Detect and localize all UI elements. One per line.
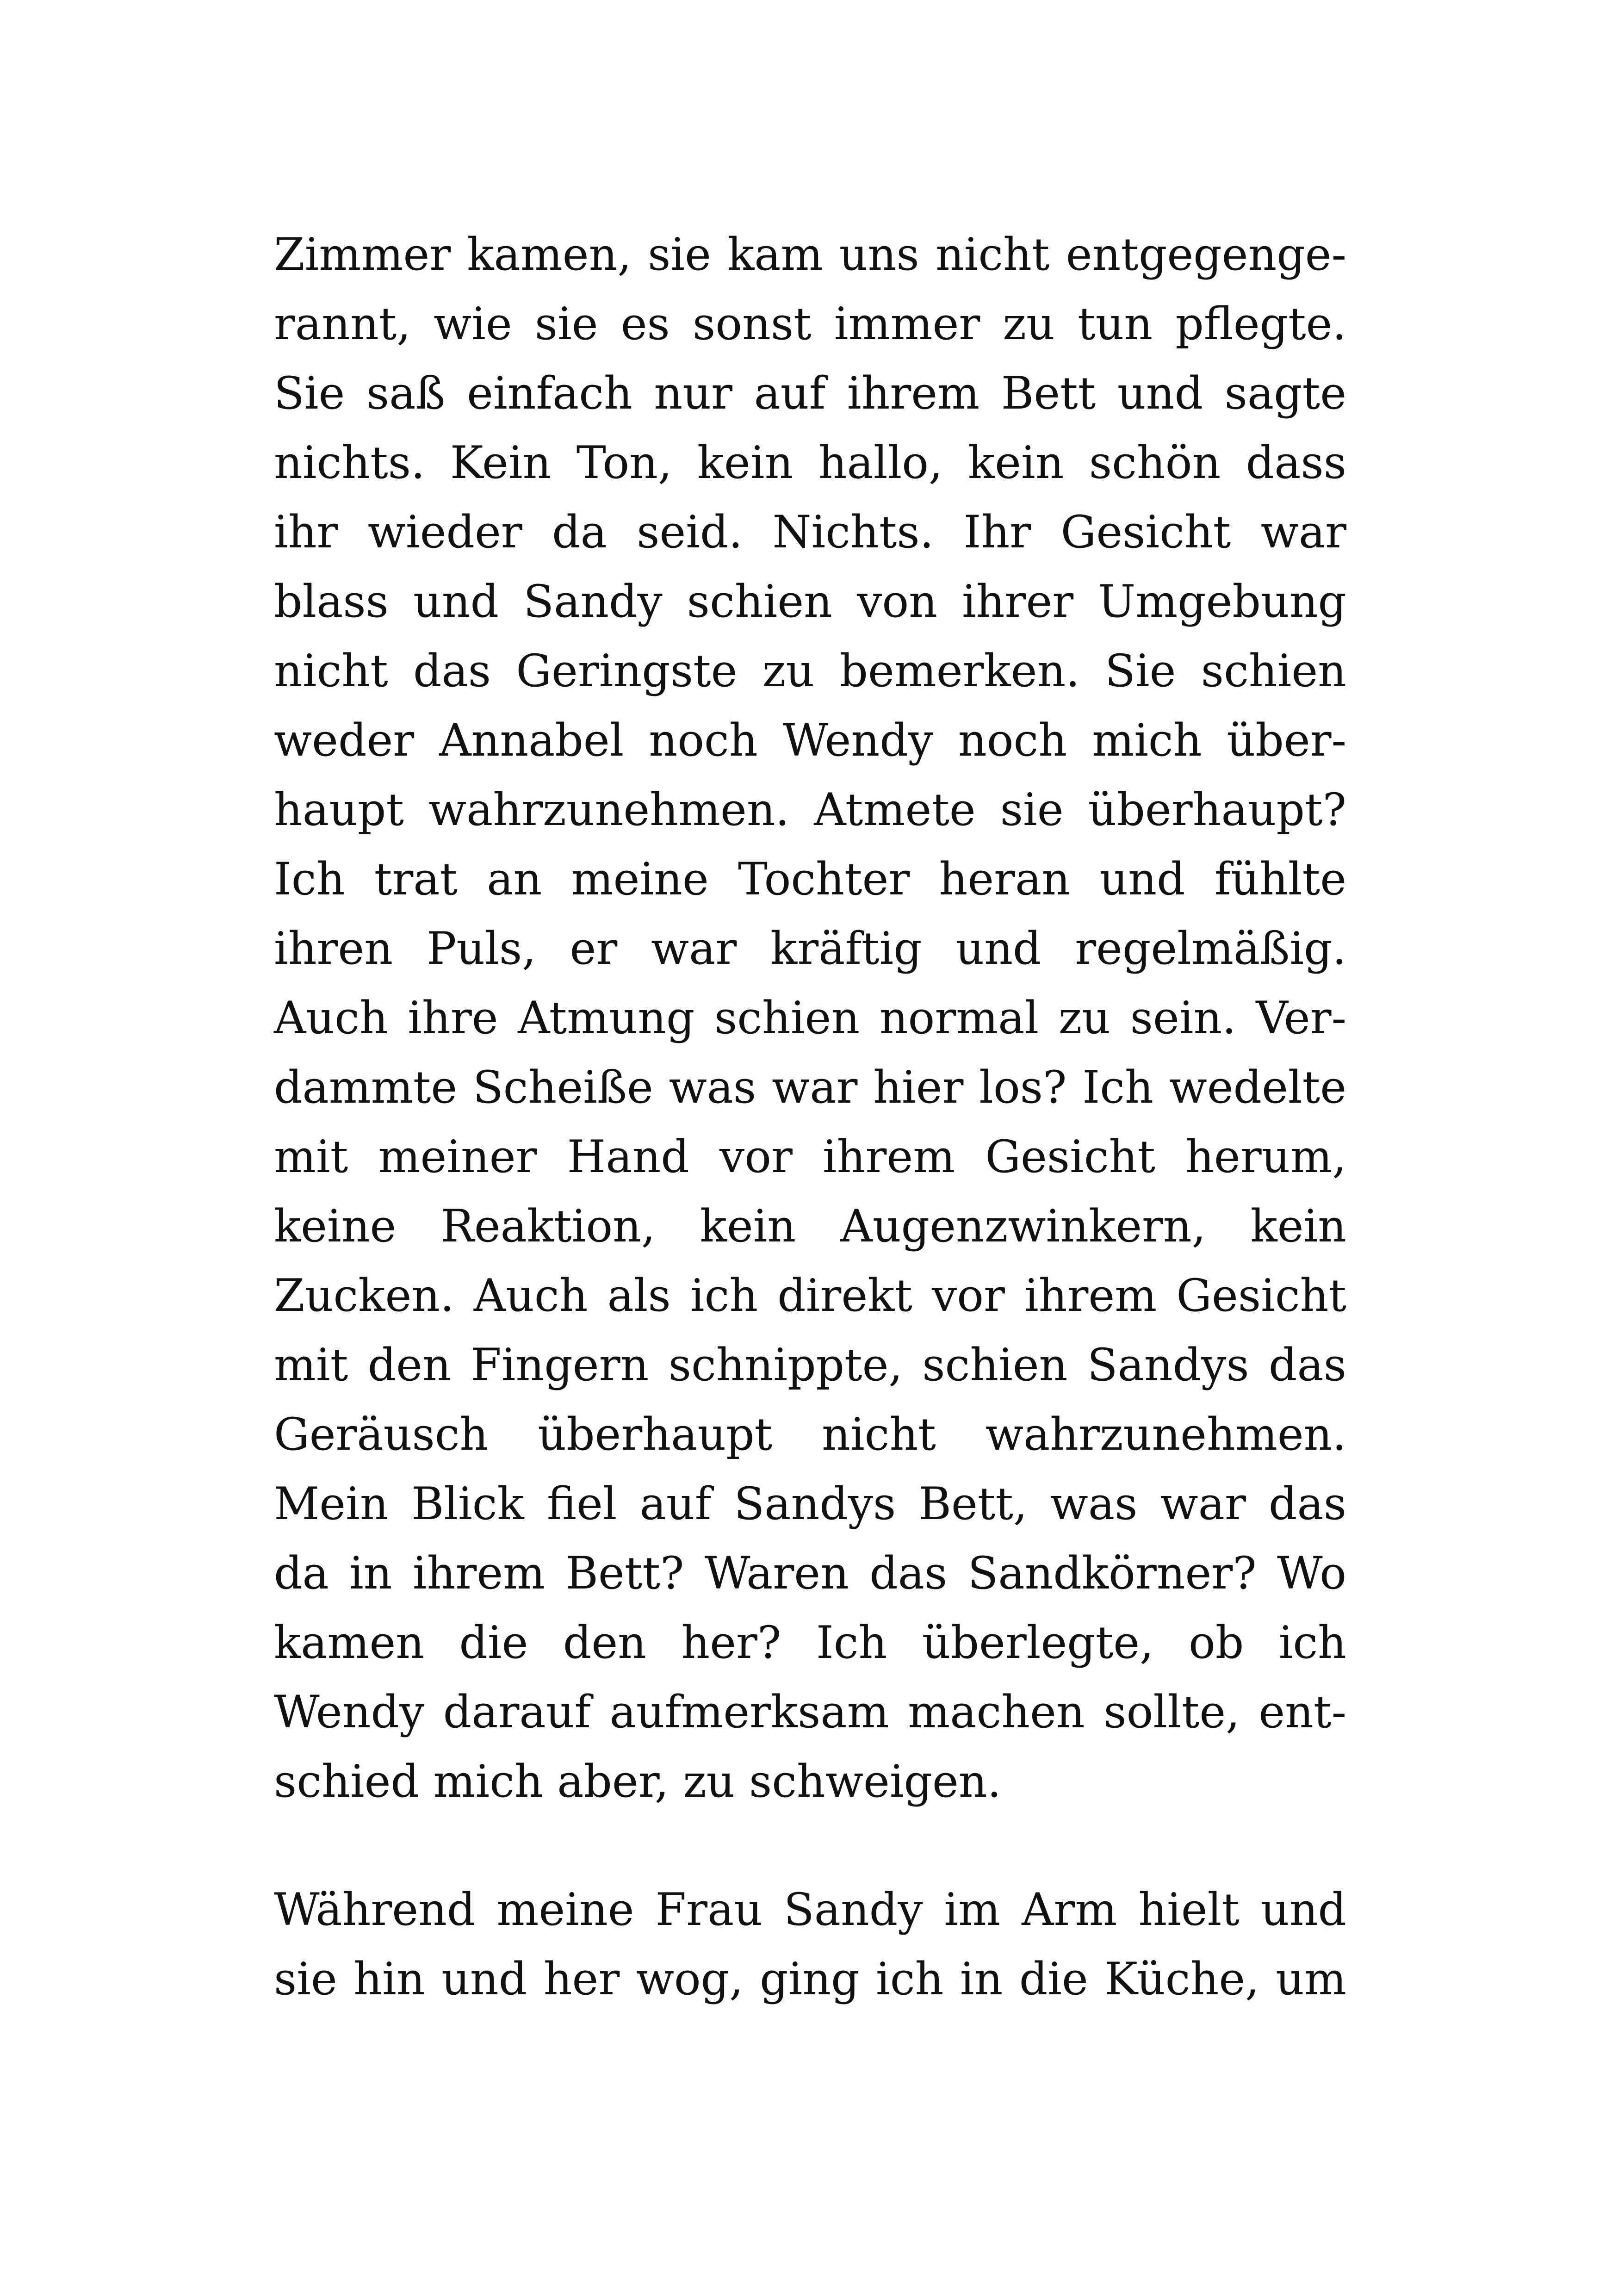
- text-line: weder Annabel noch Wendy noch mich über-: [274, 714, 1346, 766]
- paragraph-2: [274, 1875, 1346, 2014]
- text-line: Geräusch überhaupt nicht wahrzunehmen.: [274, 1409, 1346, 1460]
- text-line: mit meiner Hand vor ihrem Gesicht herum,: [274, 1131, 1346, 1183]
- text-line: ihr wieder da seid. Nichts. Ihr Gesicht war: [274, 506, 1346, 558]
- text-line: Mein Blick fiel auf Sandys Bett, was war das: [274, 1478, 1346, 1530]
- text-line: kamen die den her? Ich überlegte, ob ich: [274, 1617, 1346, 1669]
- text-line: Zimmer kamen, sie kam uns nicht entgegenge-: [274, 229, 1346, 280]
- text-line: da in ihrem Bett? Waren das Sandkörner? Wo: [274, 1547, 1346, 1599]
- text-line: mit den Fingern schnippte, schien Sandys das: [274, 1339, 1346, 1391]
- text-line: sie hin und her wog, ging ich in die Küche, um: [274, 1953, 1346, 2005]
- text-line: rannt, wie sie es sonst immer zu tun pflegte.: [274, 298, 1346, 350]
- text-line: schied mich aber, zu schweigen.: [274, 1756, 1002, 1807]
- text-line: keine Reaktion, kein Augenzwinkern, kein: [274, 1200, 1346, 1252]
- text-line: Zucken. Auch als ich direkt vor ihrem Gesicht: [274, 1270, 1346, 1322]
- text-line: nicht das Geringste zu bemerken. Sie schien: [274, 645, 1346, 697]
- text-line: nichts. Kein Ton, kein hallo, kein schön dass: [274, 437, 1346, 489]
- paragraph-1: [274, 220, 1346, 1816]
- text-line: Sie saß einfach nur auf ihrem Bett und sagte: [274, 367, 1346, 419]
- text-line: Ich trat an meine Tochter heran und fühlte: [274, 853, 1346, 905]
- text-line: ihren Puls, er war kräftig und regelmäßig.: [274, 923, 1346, 974]
- text-line: haupt wahrzunehmen. Atmete sie überhaupt?: [274, 784, 1346, 836]
- text-line: Während meine Frau Sandy im Arm hielt und: [274, 1884, 1346, 1936]
- text-line: blass und Sandy schien von ihrer Umgebung: [274, 576, 1346, 627]
- text-line: dammte Scheiße was war hier los? Ich wedelte: [274, 1061, 1346, 1113]
- text-line: Wendy darauf aufmerksam machen sollte, ent-: [274, 1686, 1346, 1738]
- text-line: Auch ihre Atmung schien normal zu sein. Ver-: [274, 992, 1346, 1044]
